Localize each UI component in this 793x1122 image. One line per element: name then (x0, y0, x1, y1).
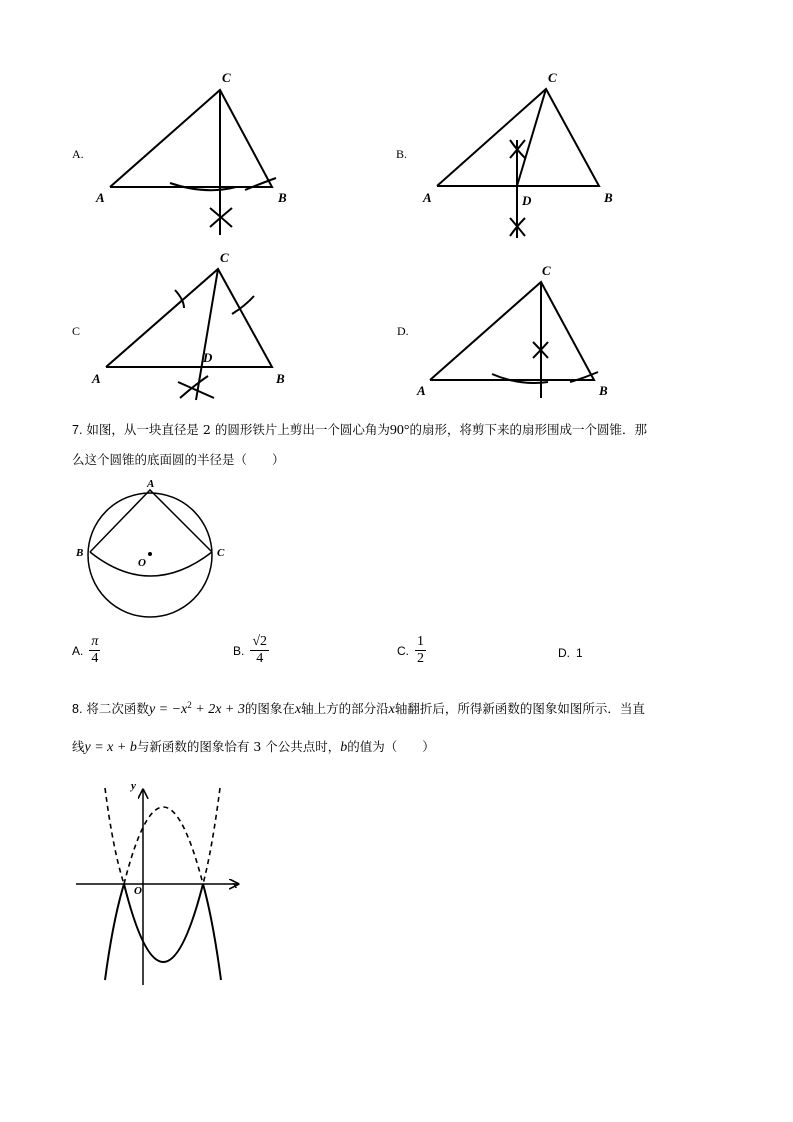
option-b-point-c: C (548, 70, 557, 85)
q7-choice-d[interactable] (558, 646, 583, 660)
q7-choice-b-den: 4 (256, 651, 264, 666)
q7-choice-b-num: √2 (252, 634, 268, 649)
q7-choice-b[interactable] (233, 634, 269, 667)
q7-choice-c-num: 1 (417, 634, 424, 649)
q7-choice-c[interactable] (397, 634, 426, 667)
option-a-label[interactable]: A. (72, 147, 84, 161)
q7-choice-a-num: π (91, 634, 99, 649)
q8-number: 8. (72, 702, 83, 717)
option-b-point-a: A (423, 190, 432, 205)
q7-choice-c-fraction (415, 634, 426, 667)
q8-func-lhs: y (148, 702, 156, 718)
dashed-arch (124, 807, 203, 884)
q7-choice-b-fraction (250, 634, 269, 667)
option-c-point-d: D (203, 350, 213, 365)
q8-axis-x-label: x (232, 879, 238, 891)
q8-origin-label: O (134, 885, 142, 897)
q7-choice-d-value: 1 (576, 646, 583, 660)
option-d-point-c: C (542, 263, 551, 278)
option-c-point-a: A (92, 371, 101, 386)
q7-point-a: A (147, 478, 155, 490)
q7-choice-a-den: 4 (91, 651, 99, 666)
q8-text-2a: 线 (72, 739, 85, 754)
q7-number: 7. (72, 423, 83, 437)
q8-text-1c: 轴上方的部分沿 (301, 701, 389, 717)
dashed-right-tail (203, 788, 220, 884)
q7-point-b: B (76, 547, 84, 559)
q7-text-1b: 的扇形，将剪下来的扇形围成一个圆锥．那 (409, 422, 647, 437)
q8-text-1d: 轴翻折后，所得新函数的图象如图所示．当直 (394, 701, 645, 717)
q7-choice-c-label: C. (397, 643, 409, 658)
option-b-point-b: B (604, 190, 613, 205)
q8-line-eq: y = x + b (84, 740, 137, 755)
q7-text-1a: 如图，从一块直径是 2 的圆形铁片上剪出一个圆心角为 (86, 422, 390, 437)
dashed-left-tail (105, 788, 124, 884)
option-a-point-a: A (96, 190, 105, 205)
q8-x2: x (388, 702, 395, 718)
q7-choice-c-den: 2 (417, 651, 424, 666)
q7-choice-a-label: A. (72, 643, 84, 658)
q8-func-rhs-b: + 2x + 3 (191, 702, 245, 718)
option-a-point-c: C (222, 70, 231, 85)
q8-text-2b: 与新函数的图象恰有 3 个公共点时， (136, 739, 341, 754)
solid-right-branch (203, 884, 221, 980)
q7-choice-b-label: B. (233, 643, 245, 658)
q7-angle: 90° (389, 423, 410, 438)
q7-line-2 (72, 450, 285, 470)
solid-left-branch (105, 884, 124, 980)
option-d-point-b: B (599, 383, 608, 398)
option-c-label[interactable]: C (72, 324, 81, 338)
q7-choice-a-fraction (89, 634, 100, 667)
option-d-label[interactable]: D. (397, 324, 409, 338)
q8-x1: x (294, 702, 302, 718)
q8-func-sup: 2 (187, 700, 192, 710)
q7-choice-a[interactable] (72, 634, 100, 667)
q7-point-c: C (217, 547, 225, 559)
q8-func-rhs-a: = −x (155, 702, 188, 718)
q8-text-1b: 的图象在 (244, 701, 295, 717)
q7-center-dot (148, 552, 152, 556)
q7-text-2: 么这个圆锥的底面圆的半径是（ ） (72, 452, 285, 467)
q8-axis-y-label: y (131, 780, 136, 792)
q8-bvar: b (340, 740, 348, 755)
option-a-point-b: B (278, 190, 287, 205)
q8-text-2c: 的值为（ ） (347, 739, 435, 754)
q7-point-o: O (138, 557, 146, 569)
option-d-point-a: A (417, 383, 426, 398)
q8-line-2 (72, 737, 435, 758)
q7-choice-d-label: D. (558, 646, 570, 660)
option-b-point-d: D (522, 193, 532, 208)
q8-text-1a: 将二次函数 (86, 701, 149, 717)
q7-line-1 (72, 420, 647, 441)
q8-line-1 (72, 695, 645, 720)
option-b-label[interactable]: B. (396, 147, 408, 161)
option-c-point-c: C (220, 250, 229, 265)
option-c-point-b: B (276, 371, 285, 386)
